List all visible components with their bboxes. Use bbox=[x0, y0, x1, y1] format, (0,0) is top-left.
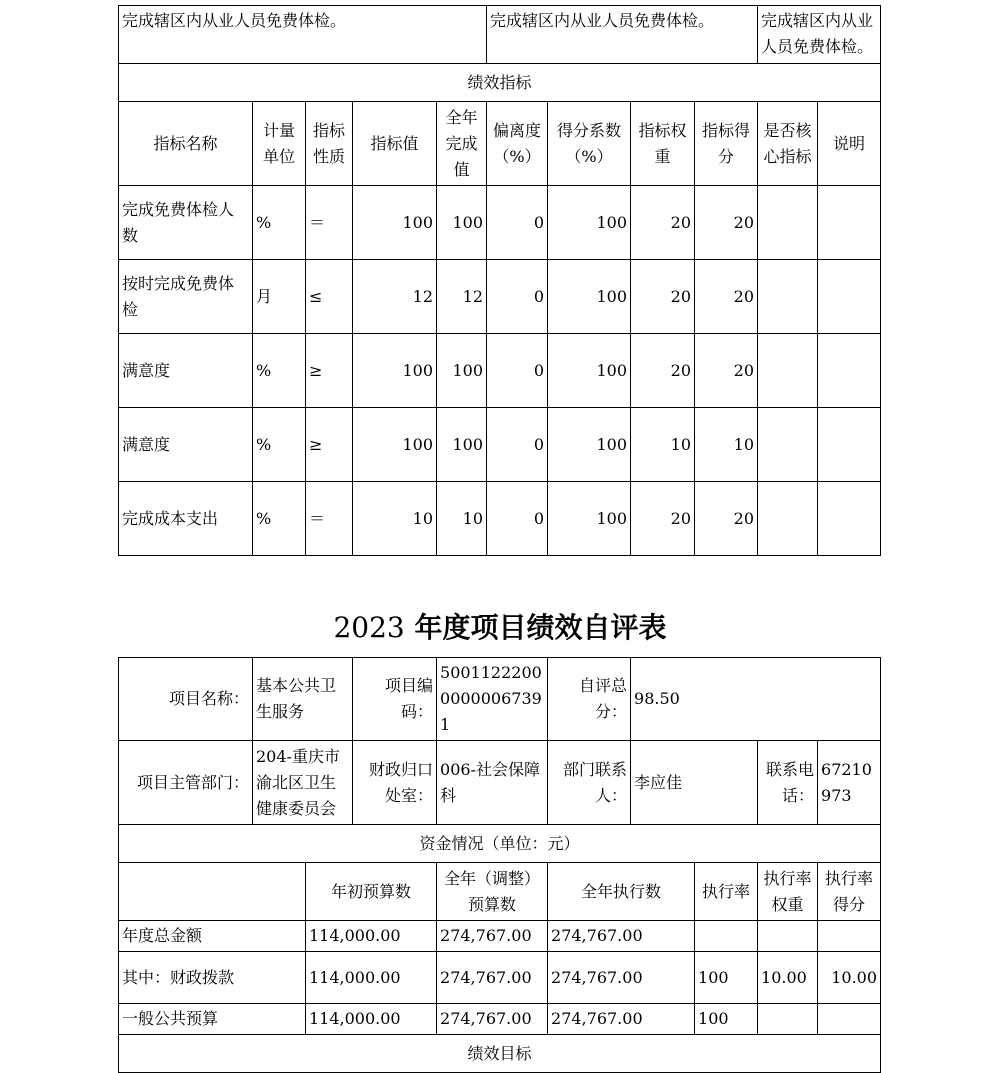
project-name-label: 项目名称： bbox=[119, 658, 253, 741]
indicator-target: 100 bbox=[353, 334, 437, 408]
self-score-label: 自评总分： bbox=[548, 658, 631, 741]
self-score: 98.50 bbox=[631, 658, 881, 741]
indicator-nature: ＝ bbox=[306, 482, 353, 556]
indicator-target: 100 bbox=[353, 408, 437, 482]
indicator-actual: 10 bbox=[437, 482, 487, 556]
fund-label: 一般公共预算 bbox=[119, 1004, 306, 1035]
table-row bbox=[119, 186, 881, 260]
fund-rate-weight: 10.00 bbox=[758, 952, 818, 1004]
indicator-name: 完成成本支出 bbox=[119, 482, 253, 556]
finance: 006-社会保障科 bbox=[437, 741, 548, 825]
fund-rate bbox=[695, 921, 758, 952]
indicator-coef: 100 bbox=[548, 260, 631, 334]
goal-cell: 完成辖区内从业人员免费体检。 bbox=[119, 6, 487, 64]
indicator-actual: 100 bbox=[437, 186, 487, 260]
fund-rate-weight bbox=[758, 921, 818, 952]
indicator-note bbox=[818, 260, 881, 334]
header-cell: 全年完成值 bbox=[437, 102, 487, 186]
fund-rate-score bbox=[818, 1004, 881, 1035]
section-title: 绩效指标 bbox=[119, 64, 881, 102]
contact: 李应佳 bbox=[631, 741, 758, 825]
header-cell: 指标权重 bbox=[631, 102, 695, 186]
fund-init: 114,000.00 bbox=[306, 1004, 437, 1035]
dept-label: 项目主管部门： bbox=[119, 741, 253, 825]
fund-init: 114,000.00 bbox=[306, 921, 437, 952]
header-cell: 计量单位 bbox=[253, 102, 306, 186]
header-cell: 说明 bbox=[818, 102, 881, 186]
indicator-weight: 20 bbox=[631, 482, 695, 556]
indicator-core bbox=[758, 482, 818, 556]
indicator-nature: ＝ bbox=[306, 186, 353, 260]
indicator-name: 满意度 bbox=[119, 334, 253, 408]
finance-label: 财政归口处室： bbox=[353, 741, 437, 825]
fund-header: 全年（调整）预算数 bbox=[437, 863, 548, 921]
title-year: 2023 bbox=[333, 611, 405, 644]
fund-rate: 100 bbox=[695, 1004, 758, 1035]
indicator-nature: ≥ bbox=[306, 334, 353, 408]
indicator-name: 按时完成免费体检 bbox=[119, 260, 253, 334]
fund-header: 年初预算数 bbox=[306, 863, 437, 921]
fund-executed: 274,767.00 bbox=[548, 921, 695, 952]
fund-header: 全年执行数 bbox=[548, 863, 695, 921]
fund-executed: 274,767.00 bbox=[548, 1004, 695, 1035]
indicator-coef: 100 bbox=[548, 186, 631, 260]
table-row bbox=[119, 482, 881, 556]
page-title bbox=[0, 606, 1000, 650]
goal-cell: 完成辖区内从业人员免费体检。 bbox=[487, 6, 758, 64]
project-code: 500112220000000067391 bbox=[437, 658, 548, 741]
indicator-weight: 20 bbox=[631, 334, 695, 408]
project-name: 基本公共卫生服务 bbox=[253, 658, 353, 741]
indicator-target: 10 bbox=[353, 482, 437, 556]
contact-label: 部门联系人： bbox=[548, 741, 631, 825]
indicator-coef: 100 bbox=[548, 482, 631, 556]
header-cell: 指标得分 bbox=[695, 102, 758, 186]
indicator-score: 20 bbox=[695, 482, 758, 556]
indicator-core bbox=[758, 260, 818, 334]
indicator-note bbox=[818, 408, 881, 482]
indicator-weight: 10 bbox=[631, 408, 695, 482]
indicator-unit: % bbox=[253, 186, 306, 260]
indicator-score: 10 bbox=[695, 408, 758, 482]
self-eval-table bbox=[118, 657, 881, 1073]
fund-executed: 274,767.00 bbox=[548, 952, 695, 1004]
phone: 67210973 bbox=[818, 741, 881, 825]
goal-cell: 完成辖区内从业人员免费体检。 bbox=[758, 6, 881, 64]
indicator-core bbox=[758, 334, 818, 408]
indicator-note bbox=[818, 482, 881, 556]
indicator-score: 20 bbox=[695, 260, 758, 334]
fund-label: 其中：财政拨款 bbox=[119, 952, 306, 1004]
indicator-actual: 100 bbox=[437, 408, 487, 482]
phone-label: 联系电话： bbox=[758, 741, 818, 825]
table-row bbox=[119, 952, 881, 1004]
fund-rate: 100 bbox=[695, 952, 758, 1004]
fund-header: 执行率 bbox=[695, 863, 758, 921]
indicator-deviation: 0 bbox=[487, 482, 548, 556]
goal-title: 绩效目标 bbox=[119, 1035, 881, 1073]
indicator-note bbox=[818, 186, 881, 260]
indicator-coef: 100 bbox=[548, 408, 631, 482]
fund-adjusted: 274,767.00 bbox=[437, 1004, 548, 1035]
funds-title: 资金情况（单位：元） bbox=[119, 825, 881, 863]
table-row bbox=[119, 408, 881, 482]
fund-adjusted: 274,767.00 bbox=[437, 952, 548, 1004]
indicator-unit: % bbox=[253, 482, 306, 556]
indicator-deviation: 0 bbox=[487, 186, 548, 260]
indicator-unit: 月 bbox=[253, 260, 306, 334]
indicator-score: 20 bbox=[695, 334, 758, 408]
table-row bbox=[119, 921, 881, 952]
header-cell: 得分系数（%） bbox=[548, 102, 631, 186]
dept: 204-重庆市渝北区卫生健康委员会 bbox=[253, 741, 353, 825]
indicator-target: 100 bbox=[353, 186, 437, 260]
indicator-target: 12 bbox=[353, 260, 437, 334]
indicator-actual: 100 bbox=[437, 334, 487, 408]
indicator-score: 20 bbox=[695, 186, 758, 260]
table-row bbox=[119, 260, 881, 334]
indicator-deviation: 0 bbox=[487, 408, 548, 482]
project-code-label: 项目编码： bbox=[353, 658, 437, 741]
indicator-deviation: 0 bbox=[487, 334, 548, 408]
fund-rate-weight bbox=[758, 1004, 818, 1035]
header-cell: 指标性质 bbox=[306, 102, 353, 186]
indicator-nature: ≤ bbox=[306, 260, 353, 334]
header-cell: 偏离度（%） bbox=[487, 102, 548, 186]
fund-init: 114,000.00 bbox=[306, 952, 437, 1004]
fund-header: 执行率得分 bbox=[818, 863, 881, 921]
indicator-unit: % bbox=[253, 334, 306, 408]
indicator-coef: 100 bbox=[548, 334, 631, 408]
indicator-name: 满意度 bbox=[119, 408, 253, 482]
table-row bbox=[119, 334, 881, 408]
header-cell: 指标值 bbox=[353, 102, 437, 186]
indicator-table bbox=[118, 5, 881, 556]
indicator-core bbox=[758, 186, 818, 260]
indicator-weight: 20 bbox=[631, 186, 695, 260]
fund-rate-score bbox=[818, 921, 881, 952]
title-text: 年度项目绩效自评表 bbox=[404, 611, 667, 644]
indicator-actual: 12 bbox=[437, 260, 487, 334]
fund-header: 执行率权重 bbox=[758, 863, 818, 921]
indicator-core bbox=[758, 408, 818, 482]
fund-adjusted: 274,767.00 bbox=[437, 921, 548, 952]
indicator-note bbox=[818, 334, 881, 408]
header-cell: 指标名称 bbox=[119, 102, 253, 186]
fund-header bbox=[119, 863, 306, 921]
fund-label: 年度总金额 bbox=[119, 921, 306, 952]
indicator-name: 完成免费体检人数 bbox=[119, 186, 253, 260]
indicator-weight: 20 bbox=[631, 260, 695, 334]
indicator-unit: % bbox=[253, 408, 306, 482]
indicator-nature: ≥ bbox=[306, 408, 353, 482]
fund-rate-score: 10.00 bbox=[818, 952, 881, 1004]
header-cell: 是否核心指标 bbox=[758, 102, 818, 186]
table-row bbox=[119, 1004, 881, 1035]
indicator-deviation: 0 bbox=[487, 260, 548, 334]
